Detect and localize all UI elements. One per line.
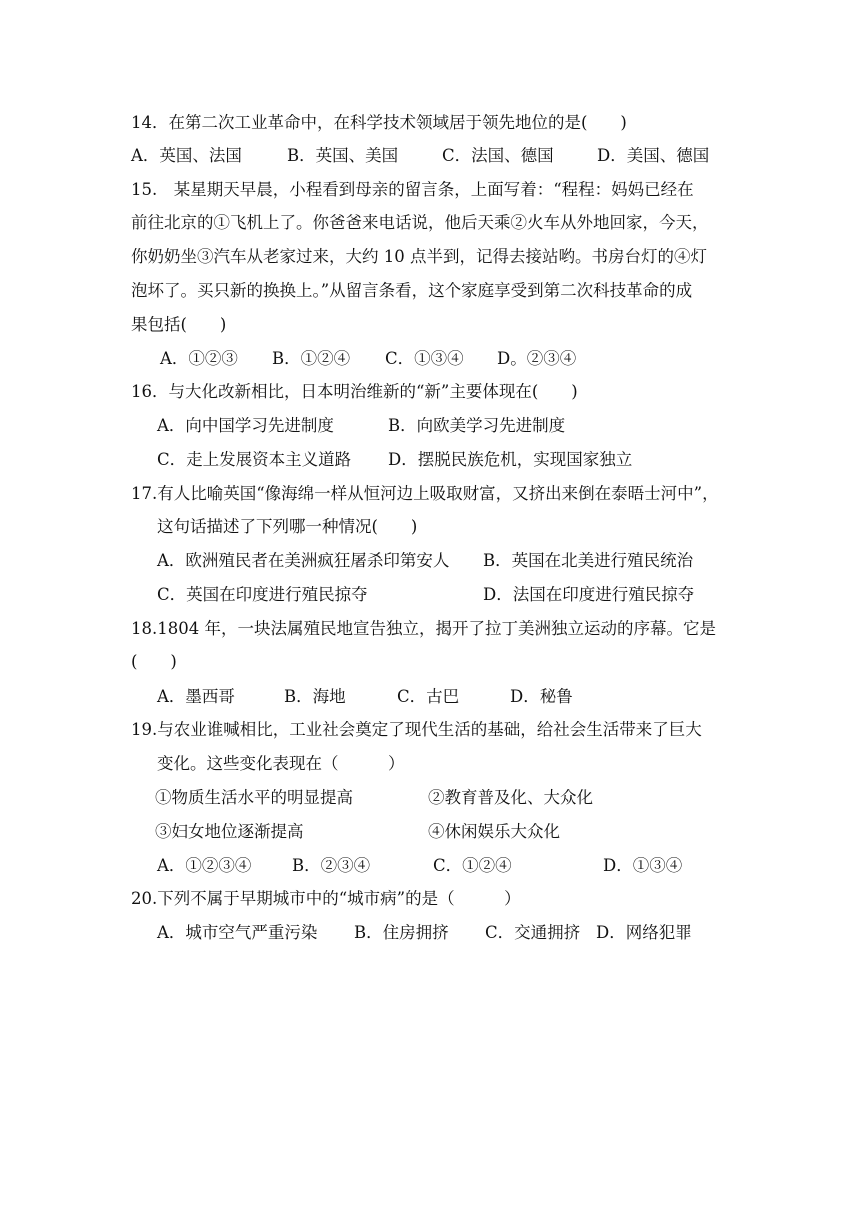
q20-option-b: B．住房拥挤 bbox=[354, 923, 449, 942]
q20-option-c: C．交通拥挤 bbox=[485, 923, 581, 942]
q17-option-d: D．法国在印度进行殖民掠夺 bbox=[483, 585, 695, 604]
q19-item-3: ③妇女地位逐渐提高 bbox=[155, 822, 304, 841]
q19-option-a: A．①②③④ bbox=[157, 856, 252, 875]
q15-option-d: D。②③④ bbox=[497, 349, 577, 368]
q15-stem-line-1: 15. 某星期天早晨，小程看到母亲的留言条，上面写着：“程程：妈妈已经在 bbox=[131, 180, 694, 199]
q19-stem-line-1: 19.与农业谁喊相比，工业社会奠定了现代生活的基础，给社会生活带来了巨大 bbox=[131, 720, 702, 739]
q20-option-d: D．网络犯罪 bbox=[596, 923, 692, 942]
q19-option-d: D．①③④ bbox=[603, 856, 683, 875]
q15-option-c: C．①③④ bbox=[385, 349, 464, 368]
q15-stem-line-2: 前往北京的①飞机上了。你爸爸来电话说，他后天乘②火车从外地回家，今天， bbox=[131, 213, 709, 232]
q18-option-c: C．古巴 bbox=[397, 687, 460, 706]
q19-item-4: ④休闲娱乐大众化 bbox=[428, 822, 560, 841]
q17-option-c: C．英国在印度进行殖民掠夺 bbox=[157, 585, 368, 604]
q20-option-a: A．城市空气严重污染 bbox=[157, 923, 318, 942]
q16-stem: 16．与大化改新相比，日本明治维新的“新”主要体现在( ) bbox=[131, 382, 578, 401]
q14-option-b: B．英国、美国 bbox=[287, 146, 399, 165]
q19-option-b: B．②③④ bbox=[292, 856, 371, 875]
q19-item-1: ①物质生活水平的明显提高 bbox=[155, 788, 353, 807]
q14-option-c: C．法国、德国 bbox=[442, 146, 554, 165]
q19-item-2: ②教育普及化、大众化 bbox=[428, 788, 593, 807]
q18-option-b: B．海地 bbox=[284, 687, 346, 706]
q14-stem: 14．在第二次工业革命中，在科学技术领域居于领先地位的是( ) bbox=[131, 113, 627, 132]
q16-option-b: B．向欧美学习先进制度 bbox=[388, 416, 566, 435]
q18-option-a: A．墨西哥 bbox=[157, 687, 235, 706]
q15-stem-line-5: 果包括( ) bbox=[131, 315, 227, 334]
q15-stem-line-3: 你奶奶坐③汽车从老家过来，大约 10 点半到，记得去接站哟。书房台灯的④灯 bbox=[131, 247, 707, 266]
q17-stem-line-1: 17.有人比喻英国“像海绵一样从恒河边上吸取财富，又挤出来倒在泰晤士河中”， bbox=[131, 484, 719, 503]
q17-option-b: B．英国在北美进行殖民统治 bbox=[483, 551, 694, 570]
q16-option-c: C．走上发展资本主义道路 bbox=[157, 450, 352, 469]
q15-stem-line-4: 泡坏了。买只新的换换上。”从留言条看，这个家庭享受到第二次科技革命的成 bbox=[131, 281, 693, 300]
q18-stem-line-1: 18.1804 年，一块法属殖民地宣告独立，揭开了拉丁美洲独立运动的序幕。它是 bbox=[131, 619, 716, 638]
q14-option-a: A．英国、法国 bbox=[131, 146, 242, 165]
q16-option-a: A．向中国学习先进制度 bbox=[157, 416, 334, 435]
q20-stem: 20.下列不属于早期城市中的“城市病”的是（ ） bbox=[131, 889, 521, 908]
q18-option-d: D．秘鲁 bbox=[510, 687, 573, 706]
q15-option-a: A．①②③ bbox=[160, 349, 238, 368]
q14-option-d: D．美国、德国 bbox=[597, 146, 710, 165]
q18-stem-line-2: ( ) bbox=[131, 652, 177, 671]
q19-option-c: C．①②④ bbox=[433, 856, 512, 875]
q15-option-b: B．①②④ bbox=[272, 349, 351, 368]
q16-option-d: D．摆脱民族危机，实现国家独立 bbox=[388, 450, 633, 469]
q19-stem-line-2: 变化。这些变化表现在（ ） bbox=[157, 754, 405, 773]
q17-stem-line-2: 这句话描述了下列哪一种情况( ) bbox=[157, 517, 418, 536]
q17-option-a: A．欧洲殖民者在美洲疯狂屠杀印第安人 bbox=[157, 551, 450, 570]
